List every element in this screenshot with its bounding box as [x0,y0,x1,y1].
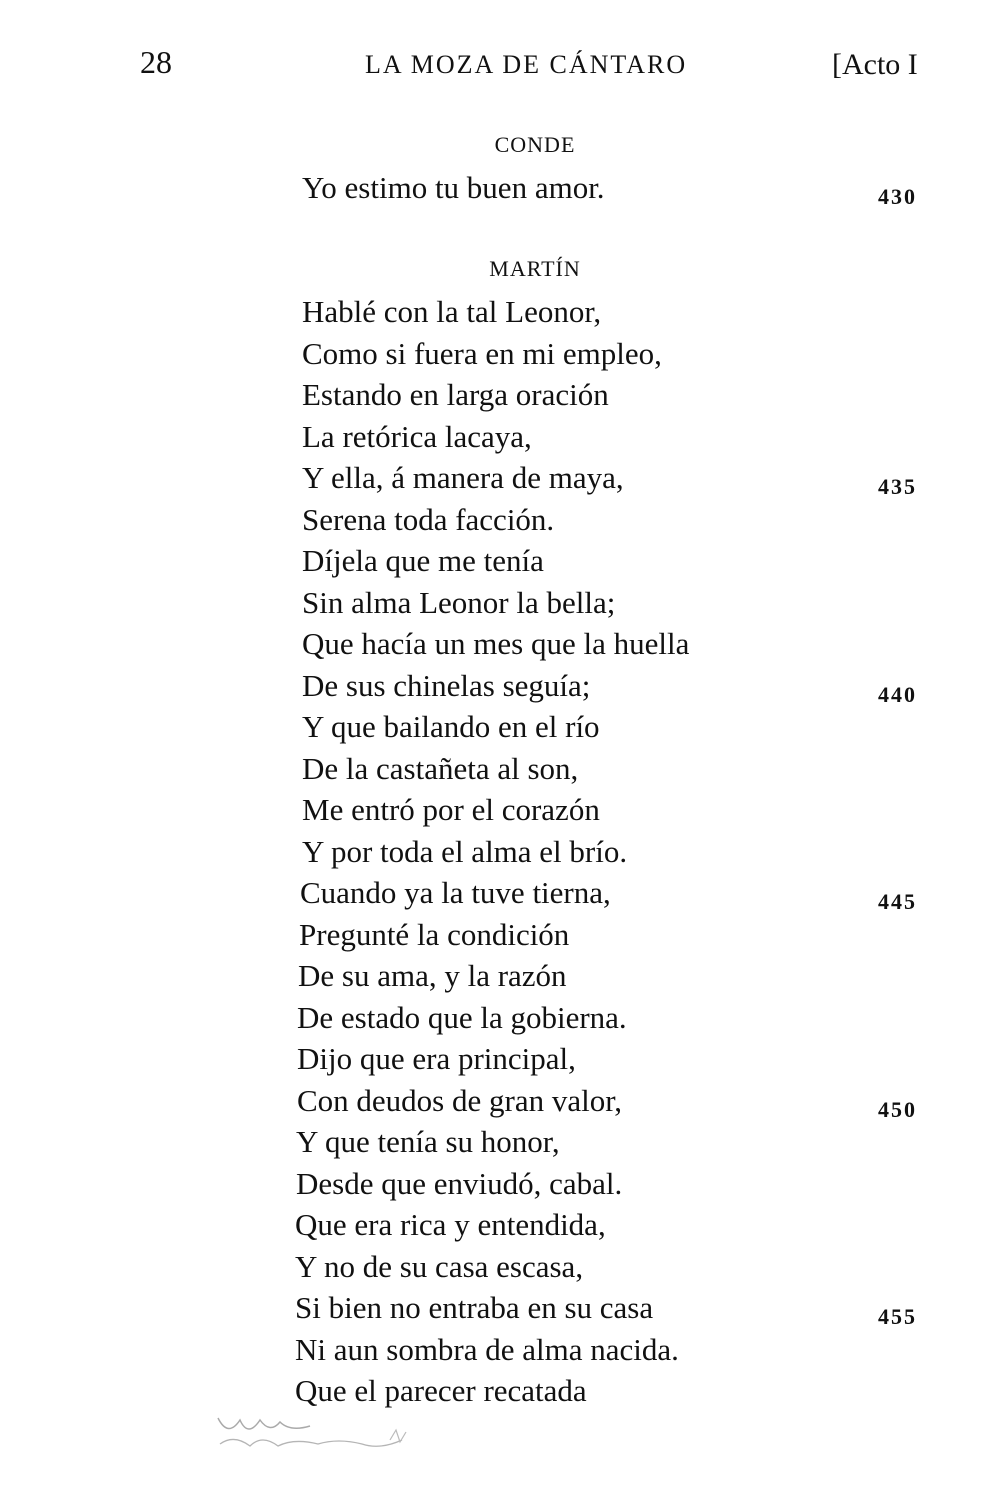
verse-line: Y no de su casa escasa, [295,1248,584,1284]
verse-line: Sin alma Leonor la bella; [302,584,616,620]
line-number: 440 [878,681,917,707]
verse-line: Como si fuera en mi empleo, [302,335,662,371]
act-label: [Acto I [832,48,918,81]
verse-line: Serena toda facción. [302,501,555,537]
running-title: LA MOZA DE CÁNTARO [365,50,688,79]
verse-line: Pregunté la condición [299,916,570,952]
verse-line: Cuando ya la tuve tierna, [300,875,611,910]
line-number: 445 [878,889,917,914]
verse-line: Y ella, á manera de maya, [302,460,624,495]
verse-line: Si bien no entraba en su casa [295,1290,654,1325]
verse-line: Que era rica y entendida, [295,1207,606,1242]
verse-line: Y que bailando en el río [302,709,600,744]
verse-line: Que hacía un mes que la huella [302,626,690,661]
verse-line: Con deudos de gran valor, [297,1082,623,1118]
verse-line: De la castañeta al son, [302,750,579,786]
speaker-name: CONDE [494,132,576,157]
verse-line: Y por toda el alma el brío. [302,833,628,869]
line-number: 435 [878,474,917,499]
verse-line: Hablé con la tal Leonor, [302,294,602,329]
verse-line: Me entró por el corazón [302,792,600,827]
verse-line: De estado que la gobierna. [297,999,627,1035]
verse-line: Estando en larga oración [302,377,609,412]
line-number: 430 [878,184,917,209]
verse-line: Yo estimo tu buen amor. [302,170,605,205]
verse-line: De su ama, y la razón [298,958,567,993]
verse-line: Ni aun sombra de alma nacida. [295,1331,679,1367]
verse-line: De sus chinelas seguía; [302,667,591,703]
verse-line: Y que tenía su honor, [296,1124,560,1159]
speaker-name: MARTÍN [489,256,581,281]
verse-line: Desde que enviudó, cabal. [296,1165,623,1201]
handwritten-marginalia [210,1410,510,1460]
verse-line: Que el parecer recatada [295,1373,587,1408]
line-number: 450 [878,1096,917,1122]
verse-line: Dijo que era principal, [297,1041,576,1076]
line-number: 455 [878,1304,917,1329]
verse-line: Díjela que me tenía [302,543,544,578]
verse-line: La retórica lacaya, [302,418,532,454]
page-header [0,44,1000,92]
page-number: 28 [140,44,172,80]
